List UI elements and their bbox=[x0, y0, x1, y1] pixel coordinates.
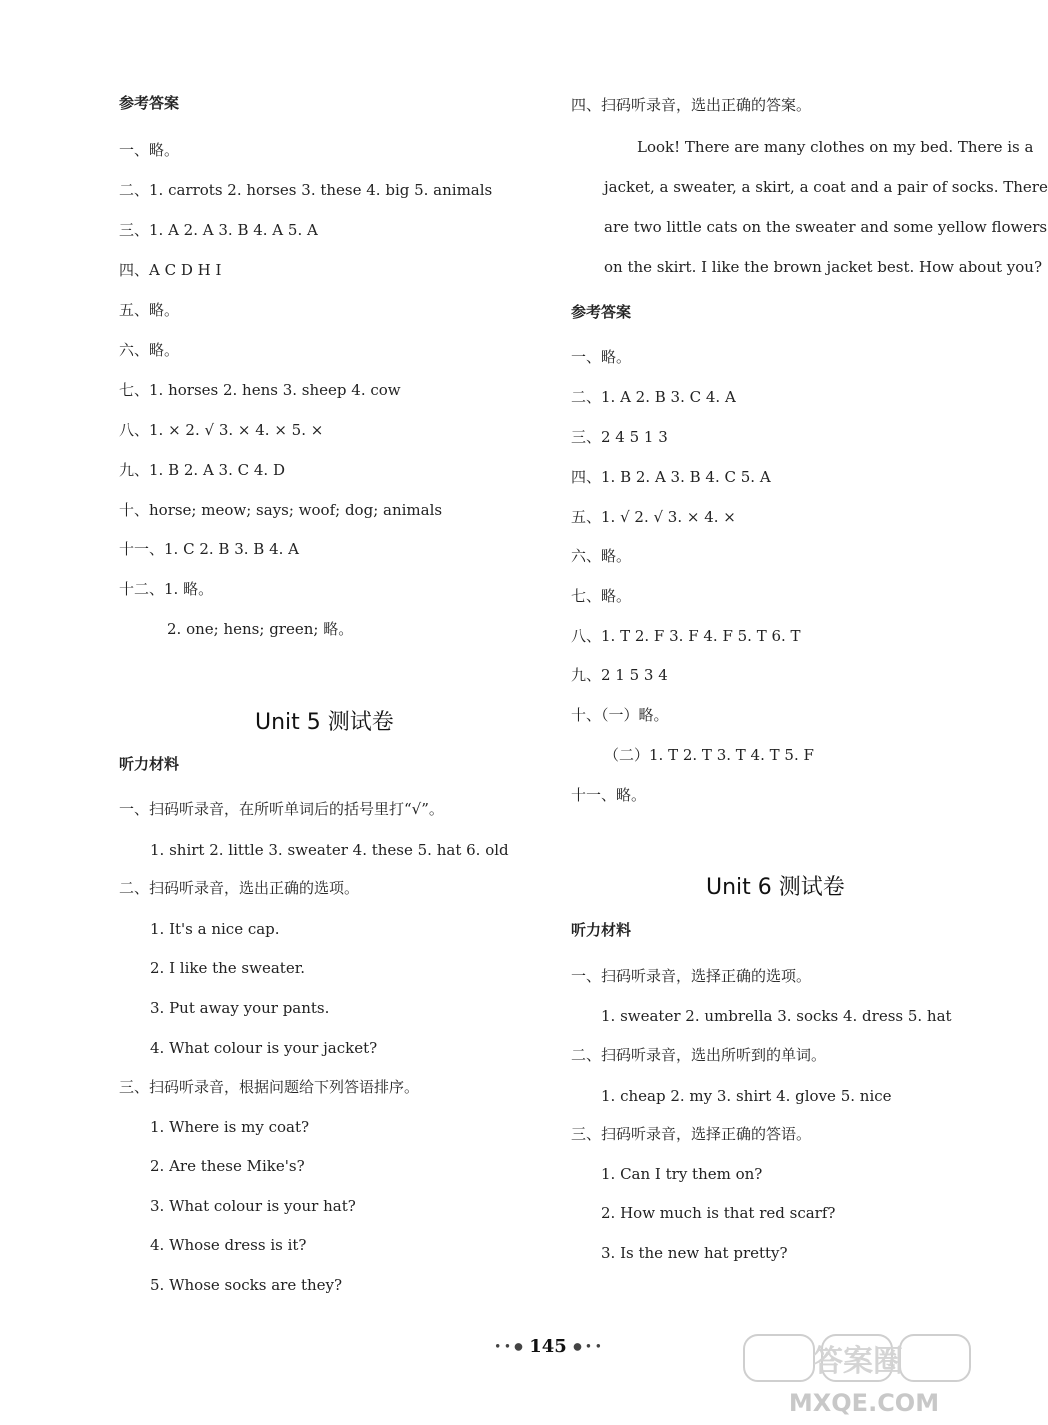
left-listening-2-s4: 4. What colour is your jacket? bbox=[150, 1039, 378, 1057]
left-listening-3: 三、扫码听录音，根据问题给下列答语排序。 bbox=[119, 1078, 420, 1096]
left-listening-2-s1: 1. It's a nice cap. bbox=[150, 920, 280, 938]
left-answer-3: 三、1. A 2. A 3. B 4. A 5. A bbox=[119, 221, 318, 239]
right-listening-3: 三、扫码听录音，选择正确的答语。 bbox=[571, 1125, 812, 1143]
right-answer-1: 一、略。 bbox=[571, 348, 632, 366]
dots-right-icon: ● • • bbox=[573, 1341, 602, 1353]
left-listening-3-q4: 4. Whose dress is it? bbox=[150, 1236, 307, 1254]
left-answer-2: 二、1. carrots 2. horses 3. these 4. big 5. animals bbox=[119, 181, 493, 199]
left-answers-title: 参考答案 bbox=[119, 94, 180, 112]
right-section4-title: 四、扫码听录音，选出正确的答案。 bbox=[571, 96, 812, 114]
left-listening-2-s3: 3. Put away your pants. bbox=[150, 999, 330, 1017]
right-listening-3-q2: 2. How much is that red scarf? bbox=[601, 1204, 836, 1222]
left-answer-4: 四、A C D H I bbox=[119, 261, 222, 279]
right-answer-5: 五、1. √ 2. √ 3. × 4. × bbox=[571, 508, 736, 526]
right-answer-11: 十一、略。 bbox=[571, 786, 647, 804]
left-listening-3-q2: 2. Are these Mike's? bbox=[150, 1157, 305, 1175]
left-listening-3-q1: 1. Where is my coat? bbox=[150, 1118, 310, 1136]
passage-line-1: Look! There are many clothes on my bed. There is a bbox=[637, 138, 1034, 156]
passage-line-3: are two little cats on the sweater and some yellow flowers bbox=[604, 218, 1048, 236]
right-listening-2: 二、扫码听录音，选出所听到的单词。 bbox=[571, 1046, 827, 1064]
watermark-logo bbox=[734, 1329, 994, 1419]
right-answer-10: 十、（一）略。 bbox=[571, 706, 669, 724]
right-listening-3-q1: 1. Can I try them on? bbox=[601, 1165, 763, 1183]
right-answer-6: 六、略。 bbox=[571, 547, 632, 565]
left-answer-11: 十一、1. C 2. B 3. B 4. A bbox=[119, 540, 299, 558]
page-number-text: 145 bbox=[529, 1336, 567, 1357]
right-answer-8: 八、1. T 2. F 3. F 4. F 5. T 6. T bbox=[571, 627, 801, 645]
left-answer-1: 一、略。 bbox=[119, 141, 180, 159]
right-listening-1: 一、扫码听录音，选择正确的选项。 bbox=[571, 967, 812, 985]
passage-line-2: jacket, a sweater, a skirt, a coat and a pair of socks. There bbox=[604, 178, 1048, 196]
right-answer-3: 三、2 4 5 1 3 bbox=[571, 428, 668, 446]
left-answer-12: 十二、1. 略。 bbox=[119, 580, 214, 598]
svg-text:MXQE.COM: MXQE.COM bbox=[788, 1389, 940, 1417]
left-listening-3-q3: 3. What colour is your hat? bbox=[150, 1197, 356, 1215]
right-listening-title: 听力材料 bbox=[571, 921, 632, 939]
right-answer-2: 二、1. A 2. B 3. C 4. A bbox=[571, 388, 736, 406]
unit5-title: Unit 5 测试卷 bbox=[255, 710, 394, 735]
svg-text:答案圈: 答案圈 bbox=[813, 1344, 903, 1379]
right-answers-title: 参考答案 bbox=[571, 303, 632, 321]
left-listening-2-s2: 2. I like the sweater. bbox=[150, 959, 305, 977]
right-listening-1-words: 1. sweater 2. umbrella 3. socks 4. dress 5. hat bbox=[601, 1007, 952, 1025]
left-listening-3-q5: 5. Whose socks are they? bbox=[150, 1276, 343, 1294]
left-answer-7: 七、1. horses 2. hens 3. sheep 4. cow bbox=[119, 381, 401, 399]
right-answer-4: 四、1. B 2. A 3. B 4. C 5. A bbox=[571, 468, 771, 486]
left-answer-6: 六、略。 bbox=[119, 341, 180, 359]
dots-left-icon: • • ● bbox=[494, 1341, 523, 1353]
unit6-title: Unit 6 测试卷 bbox=[706, 875, 845, 900]
left-answer-9: 九、1. B 2. A 3. C 4. D bbox=[119, 461, 285, 479]
passage-line-4: on the skirt. I like the brown jacket best. How about you? bbox=[604, 258, 1042, 276]
right-listening-3-q3: 3. Is the new hat pretty? bbox=[601, 1244, 788, 1262]
right-answer-10-sub: （二）1. T 2. T 3. T 4. T 5. F bbox=[604, 746, 814, 764]
left-answer-8: 八、1. × 2. √ 3. × 4. × 5. × bbox=[119, 421, 324, 439]
left-answer-12-sub: 2. one; hens; green; 略。 bbox=[167, 620, 354, 638]
left-answer-10: 十、horse; meow; says; woof; dog; animals bbox=[119, 501, 443, 519]
left-listening-1-words: 1. shirt 2. little 3. sweater 4. these 5. hat 6. old bbox=[150, 841, 509, 859]
right-listening-2-words: 1. cheap 2. my 3. shirt 4. glove 5. nice bbox=[601, 1087, 892, 1105]
right-answer-7: 七、略。 bbox=[571, 587, 632, 605]
left-listening-2: 二、扫码听录音，选出正确的选项。 bbox=[119, 879, 360, 897]
left-listening-title: 听力材料 bbox=[119, 755, 180, 773]
page-number bbox=[468, 1336, 628, 1357]
left-listening-1: 一、扫码听录音，在所听单词后的括号里打“√”。 bbox=[119, 800, 444, 818]
left-answer-5: 五、略。 bbox=[119, 301, 180, 319]
right-answer-9: 九、2 1 5 3 4 bbox=[571, 666, 668, 684]
